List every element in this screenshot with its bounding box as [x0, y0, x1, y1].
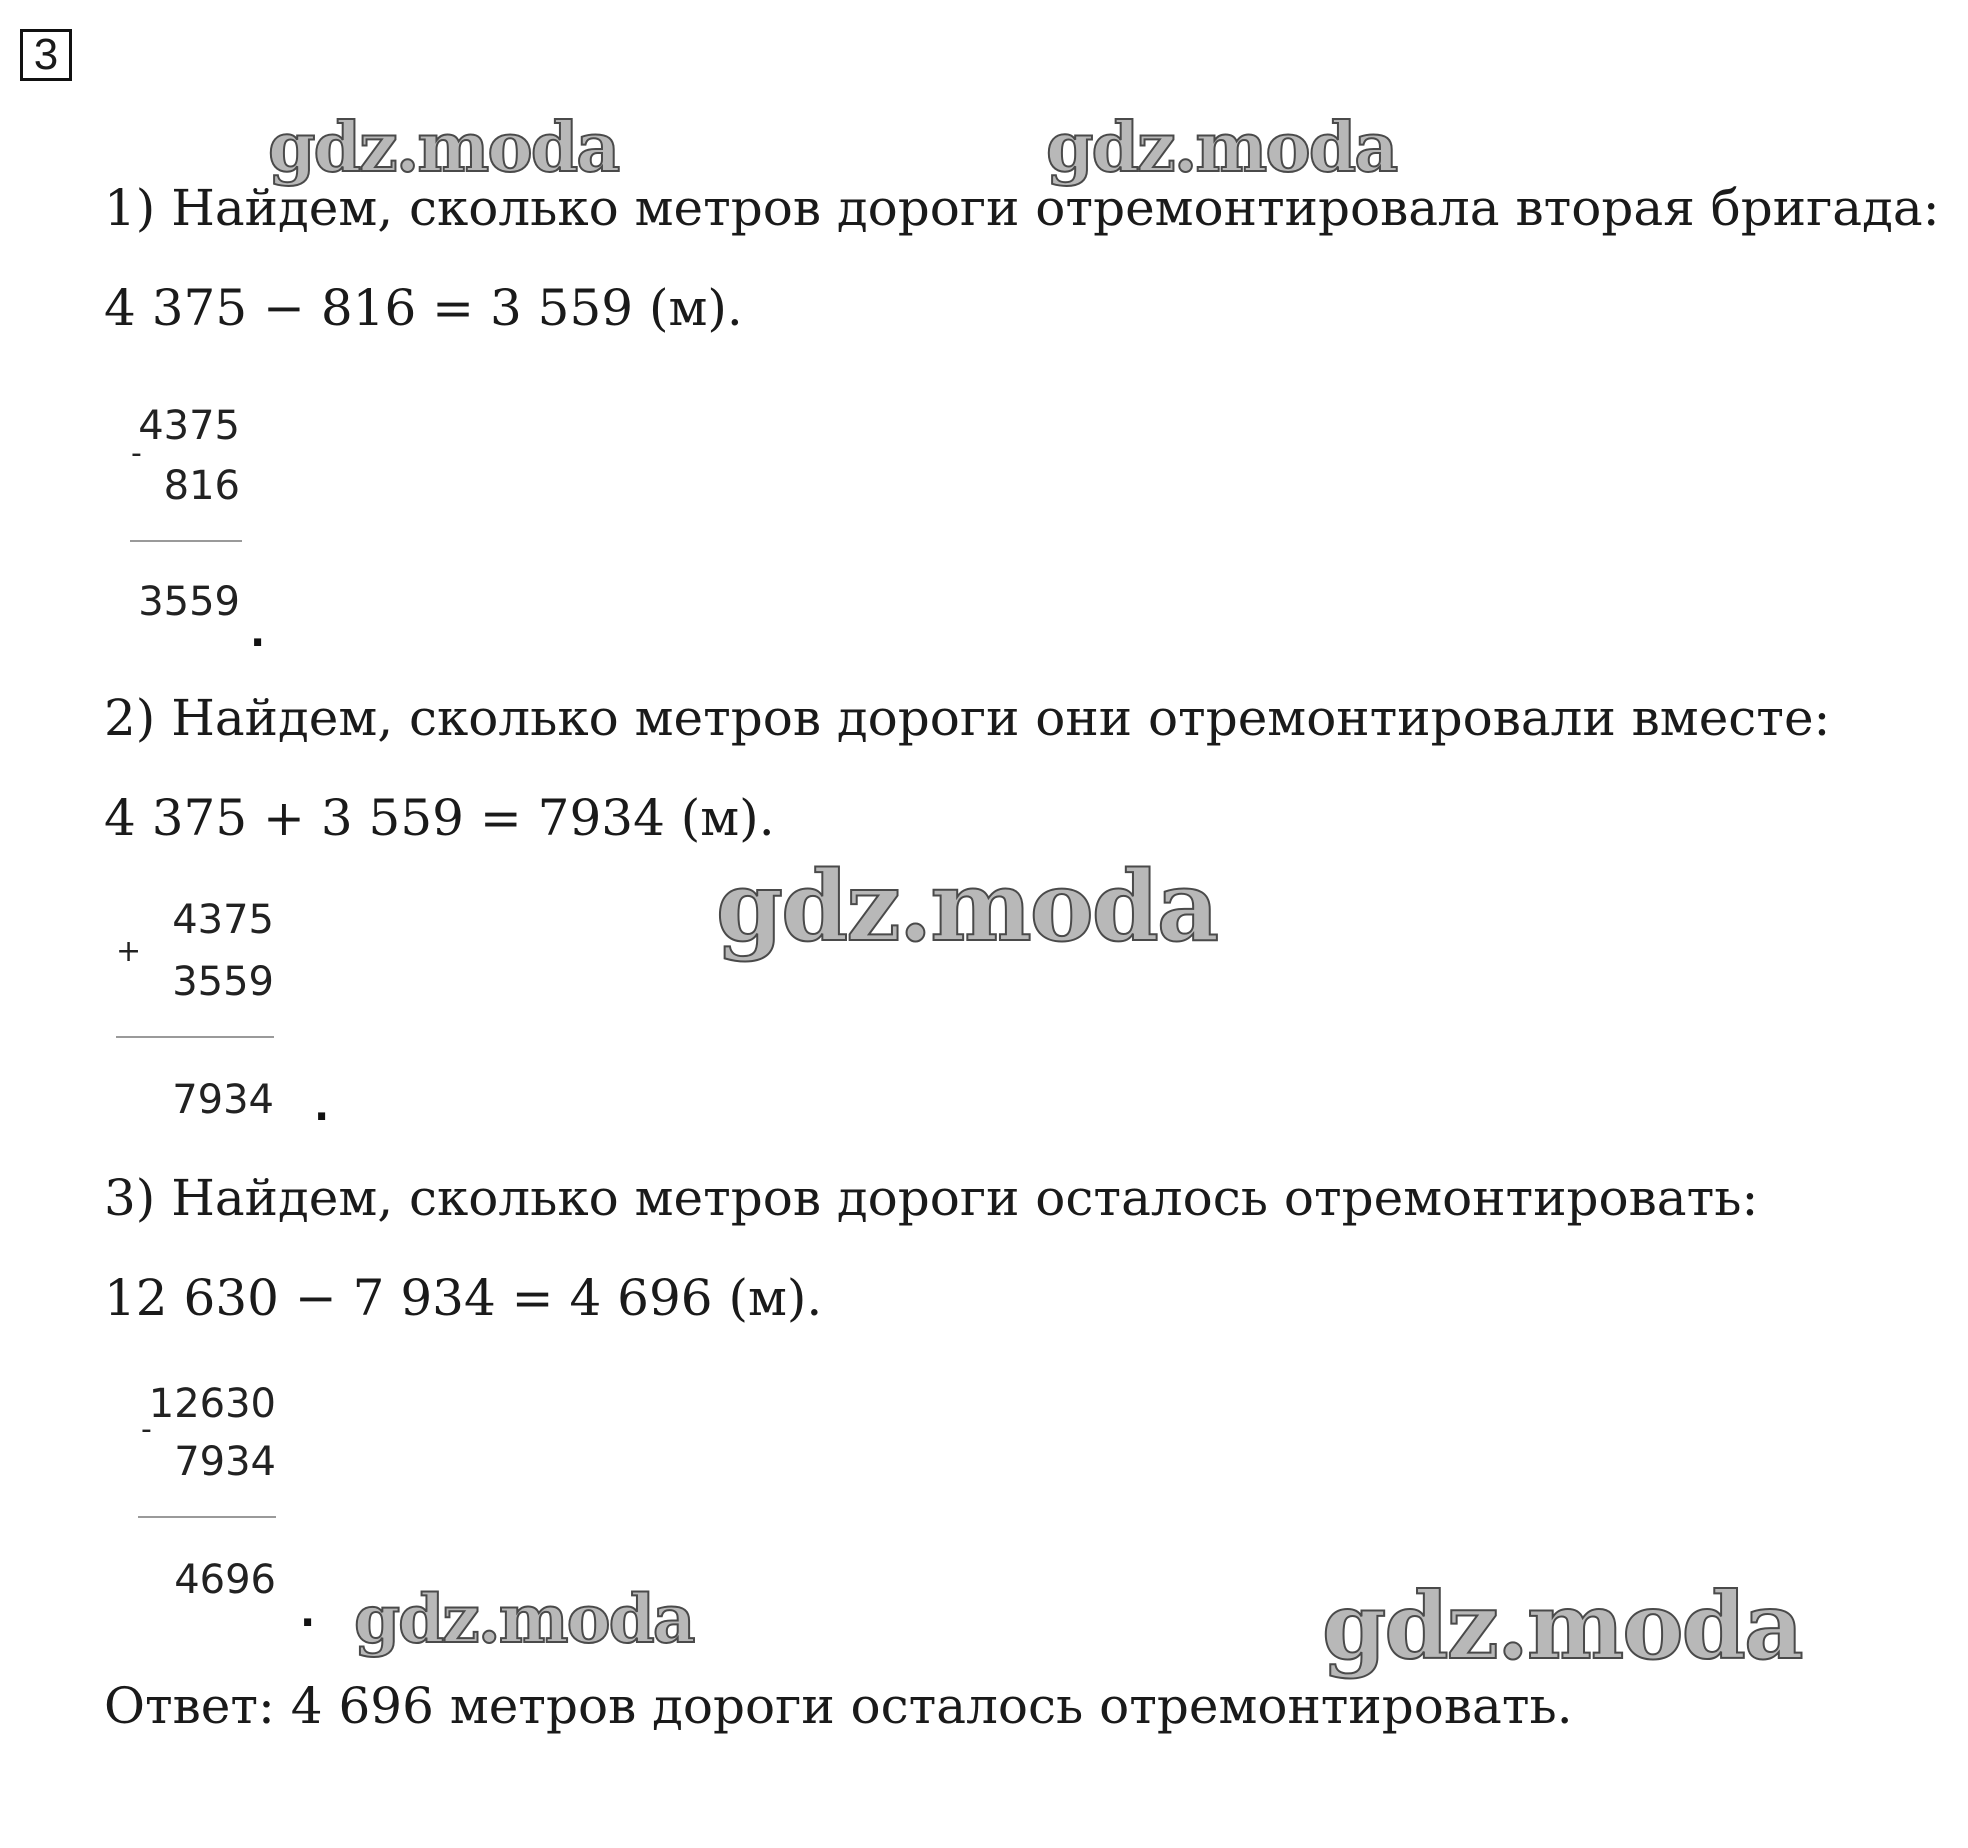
column-2-top: 4375 — [172, 897, 274, 943]
column-1-operator: - — [131, 436, 142, 471]
step-3-text: 3) Найдем, сколько метров дороги осталось отремонтировать: — [104, 1169, 1759, 1227]
column-2-operator: + — [116, 934, 142, 969]
task-number-box: 3 — [20, 29, 72, 81]
column-3-end: . — [300, 1590, 316, 1636]
watermark-logo: gdz.moda — [354, 1580, 694, 1658]
column-3-rule — [138, 1516, 276, 1518]
column-2-bottom: 3559 — [172, 959, 274, 1005]
watermark-logo: gdz.moda — [1322, 1572, 1802, 1680]
step-2-expression: 4 375 + 3 559 = 7934 (м). — [104, 789, 775, 847]
column-1-bottom: 816 — [163, 463, 240, 509]
watermark-logo: gdz.moda — [268, 108, 619, 188]
step-1-text: 1) Найдем, сколько метров дороги отремонтировала вторая бригада: — [104, 179, 1940, 237]
step-2-text: 2) Найдем, сколько метров дороги они отремонтировали вместе: — [104, 689, 1831, 747]
column-2-end: . — [314, 1084, 330, 1130]
column-1-result: 3559 — [138, 579, 240, 625]
column-3-bottom: 7934 — [174, 1439, 276, 1485]
watermark-logo: gdz.moda — [716, 850, 1218, 963]
watermark-logo: gdz.moda — [1046, 108, 1397, 188]
step-1-expression: 4 375 − 816 = 3 559 (м). — [104, 279, 743, 337]
column-3-operator: - — [141, 1412, 152, 1447]
column-2-rule — [116, 1036, 274, 1038]
column-1-top: 4375 — [138, 403, 240, 449]
column-3-result: 4696 — [174, 1557, 276, 1603]
column-1-rule — [130, 540, 242, 542]
column-1-end: . — [250, 610, 266, 656]
answer-text: Ответ: 4 696 метров дороги осталось отремонтировать. — [104, 1677, 1573, 1735]
step-3-expression: 12 630 − 7 934 = 4 696 (м). — [104, 1269, 823, 1327]
column-3-top: 12630 — [148, 1381, 276, 1427]
column-2-result: 7934 — [172, 1077, 274, 1123]
